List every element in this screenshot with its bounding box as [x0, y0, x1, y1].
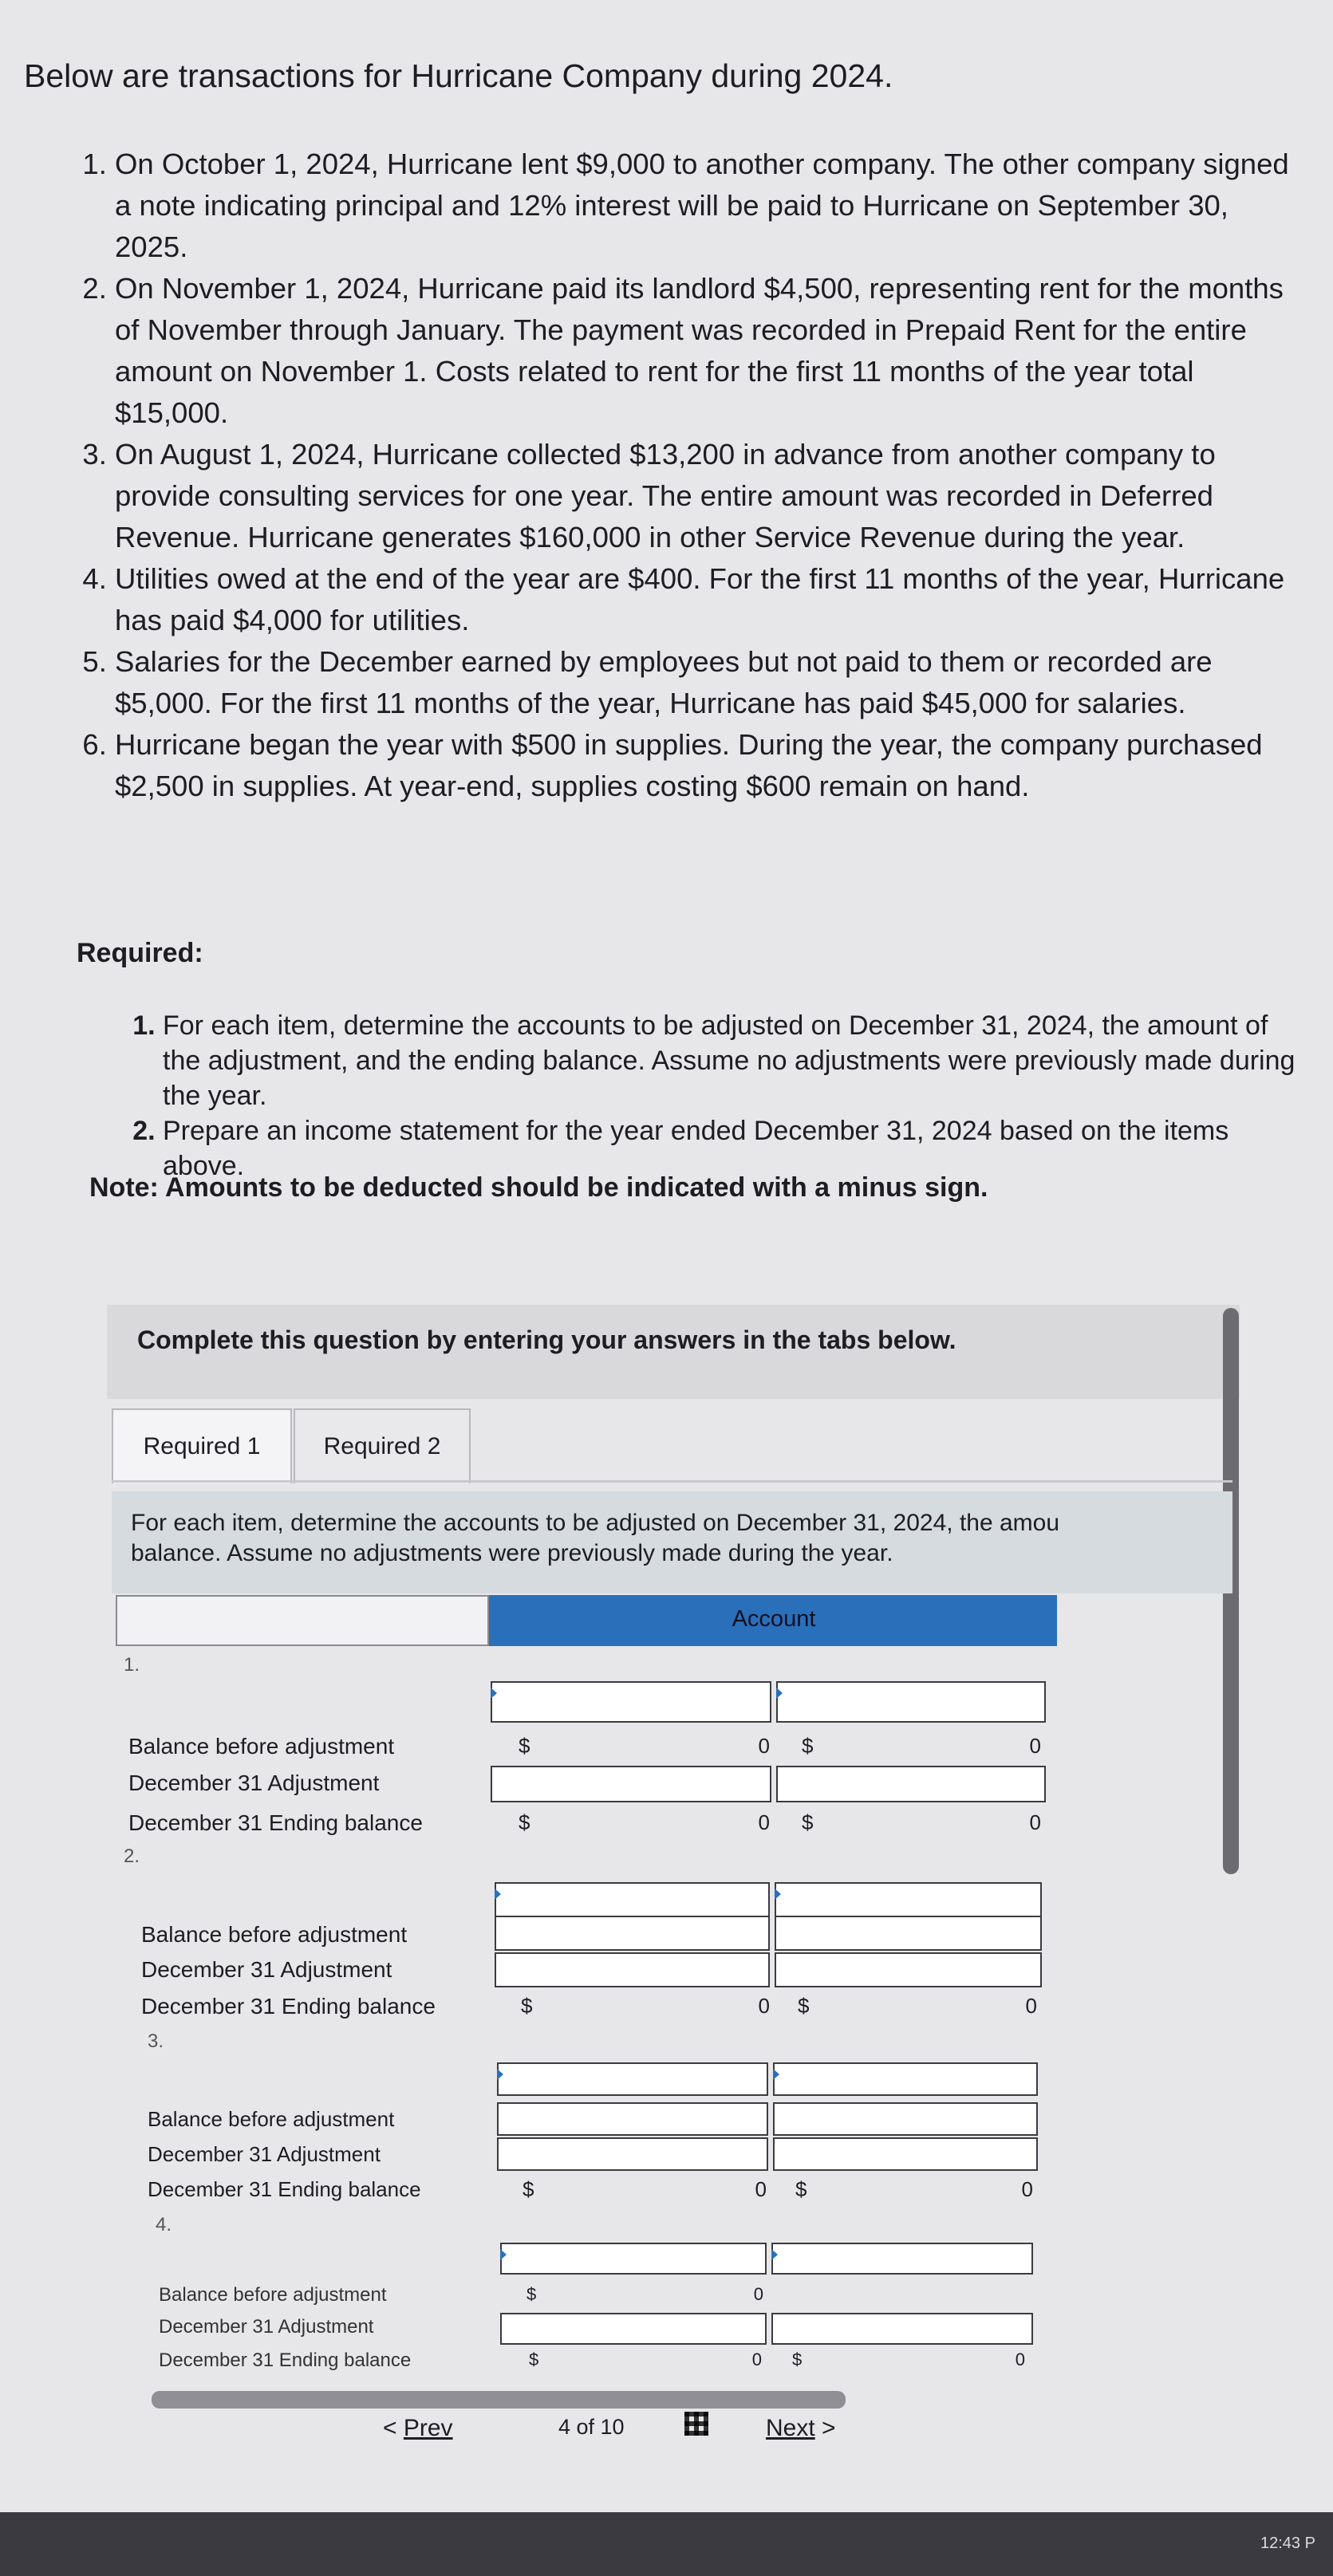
chevron-right-icon: > — [822, 2415, 836, 2441]
tab-required-2[interactable]: Required 2 — [294, 1408, 471, 1483]
item-number: 1. — [124, 1654, 140, 1676]
table-row — [116, 1724, 1057, 1764]
table-row — [116, 2279, 1057, 2313]
adjustment-label: December 31 Adjustment — [141, 1957, 392, 1982]
banner-text: Complete this question by entering your answers in the tabs below. — [137, 1325, 956, 1354]
item-number: 2. — [124, 1845, 140, 1867]
adjustment-input[interactable] — [491, 1766, 771, 1802]
currency-sign: $ — [802, 1810, 814, 1834]
currency-sign: $ — [792, 2350, 803, 2369]
account-select[interactable] — [773, 2062, 1038, 2096]
table-row — [116, 2346, 1057, 2380]
tab-divider — [112, 1480, 1232, 1483]
balance-before-label: Balance before adjustment — [128, 1734, 395, 1759]
currency-sign: $ — [795, 2177, 807, 2201]
balance-before-label: Balance before adjustment — [148, 2107, 395, 2131]
taskbar — [0, 2512, 1333, 2576]
adjustment-input[interactable] — [773, 2137, 1038, 2171]
zero-value: 0 — [1025, 1994, 1037, 2018]
next-label: Next — [766, 2415, 815, 2441]
prev-label: Prev — [403, 2415, 453, 2441]
table-row — [116, 1763, 1057, 1802]
zero-value: 0 — [1029, 1734, 1041, 1758]
zero-value: 0 — [755, 2177, 767, 2201]
intro-text: Below are transactions for Hurricane Company during 2024. — [24, 57, 893, 94]
clock-text: 12:43 P — [1260, 2535, 1315, 2552]
transaction-item: 3. On August 1, 2024, Hurricane collected $13,200 in advance from another company to provide consulting services for one year. The entire amount was recorded in Deferred Revenue. Hurricane generates $160,000 in other Service Revenue during the year. — [115, 434, 1303, 558]
page-counter: 4 of 10 — [558, 2415, 625, 2439]
balance-input[interactable] — [495, 1916, 770, 1951]
balance-input[interactable] — [773, 2102, 1038, 2136]
table-row — [116, 2172, 1057, 2208]
account-header: Account — [491, 1606, 1057, 1633]
adjustment-input[interactable] — [497, 2137, 768, 2171]
required-item: 1. For each item, determine the accounts to be adjusted on December 31, 2024, the amount of the adjustment, and the ending balance. Assume no adjustments were previously made during the year. — [163, 1008, 1296, 1113]
currency-sign: $ — [529, 2350, 539, 2369]
tab-instructions — [112, 1491, 1232, 1593]
account-select[interactable] — [776, 1681, 1046, 1723]
table-row — [116, 2137, 1057, 2172]
account-select[interactable] — [771, 2243, 1033, 2275]
ending-balance-label: December 31 Ending balance — [128, 1810, 423, 1835]
transaction-item: 4. Utilities owed at the end of the year are $400. For the first 11 months of the year, Hurricane has paid $4,000 for utilities. — [115, 558, 1303, 641]
currency-sign: $ — [802, 1734, 814, 1758]
transaction-list — [80, 144, 1303, 807]
required-heading: Required: — [77, 938, 203, 968]
horizontal-scrollbar[interactable] — [152, 2391, 846, 2409]
account-select[interactable] — [775, 1882, 1042, 1917]
zero-value: 0 — [751, 2350, 762, 2369]
item-group — [116, 2208, 1057, 2279]
transaction-item: 2. On November 1, 2024, Hurricane paid its landlord $4,500, representing rent for the months of November through January. The payment was recorded in Prepaid Rent for the entire amount on November 1. Costs related to rent for the first 11 months of the year total $15,000. — [115, 268, 1303, 434]
table-row — [116, 1987, 1057, 2024]
prev-button[interactable] — [383, 2415, 453, 2442]
balance-input[interactable] — [497, 2102, 768, 2136]
zero-value: 0 — [753, 2284, 763, 2304]
table-row — [116, 1801, 1057, 1841]
transaction-item: 6. Hurricane began the year with $500 in supplies. During the year, the company purchased $2,500 in supplies. At year-end, supplies costing $600 remain on hand. — [115, 724, 1303, 807]
chevron-left-icon: < — [383, 2415, 397, 2441]
account-select[interactable] — [500, 2243, 767, 2275]
currency-sign: $ — [526, 2284, 537, 2304]
required-list — [128, 1008, 1296, 1184]
adjustment-input[interactable] — [500, 2313, 767, 2345]
item-number: 3. — [148, 2030, 164, 2052]
currency-sign: $ — [521, 1994, 533, 2018]
table-row — [116, 1951, 1057, 1987]
adjustment-input[interactable] — [776, 1766, 1046, 1802]
header-blank-cell — [116, 1595, 489, 1646]
adjustment-label: December 31 Adjustment — [148, 2142, 381, 2166]
tab-required-1[interactable]: Required 1 — [112, 1408, 292, 1483]
ending-balance-label: December 31 Ending balance — [148, 2177, 421, 2201]
instructions-line-1: For each item, determine the accounts to be adjusted on December 31, 2024, the amou — [131, 1510, 1060, 1536]
required-item: 2. Prepare an income statement for the year ended December 31, 2024 based on the items above. — [163, 1113, 1296, 1184]
zero-value: 0 — [758, 1994, 770, 2018]
balance-input[interactable] — [775, 1916, 1042, 1951]
account-select[interactable] — [495, 1882, 770, 1917]
zero-value: 0 — [1029, 1810, 1041, 1834]
grid-icon[interactable] — [684, 2412, 708, 2436]
balance-before-label: Balance before adjustment — [159, 2284, 387, 2306]
clock — [1260, 2535, 1315, 2553]
currency-sign: $ — [798, 1994, 810, 2018]
zero-value: 0 — [1021, 2177, 1033, 2201]
adjustment-label: December 31 Adjustment — [159, 2316, 374, 2338]
zero-value: 0 — [1015, 2350, 1025, 2369]
transaction-item: 5. Salaries for the December earned by employees but not paid to them or recorded are $5,000. For the first 11 months of the year, Hurricane has paid $45,000 for salaries. — [115, 641, 1303, 724]
table-row — [116, 2102, 1057, 2137]
table-row — [116, 2313, 1057, 2346]
next-button[interactable] — [766, 2415, 836, 2442]
adjustment-label: December 31 Adjustment — [128, 1771, 380, 1795]
adjustment-input[interactable] — [495, 1952, 770, 1987]
balance-before-label: Balance before adjustment — [141, 1922, 408, 1947]
item-group — [116, 2024, 1057, 2104]
currency-sign: $ — [523, 2177, 534, 2201]
zero-value: 0 — [758, 1810, 770, 1834]
instructions-line-2: balance. Assume no adjustments were previously made during the year. — [131, 1540, 893, 1566]
adjustment-input[interactable] — [771, 2313, 1033, 2345]
adjustment-input[interactable] — [775, 1952, 1042, 1987]
table-header — [116, 1595, 1057, 1646]
currency-sign: $ — [519, 1810, 530, 1834]
note-text: Note: Amounts to be deducted should be indicated with a minus sign. — [89, 1172, 988, 1203]
account-select[interactable] — [491, 1681, 771, 1723]
table-row — [116, 1914, 1057, 1951]
item-number: 4. — [156, 2214, 172, 2235]
account-select[interactable] — [497, 2062, 768, 2096]
ending-balance-label: December 31 Ending balance — [141, 1994, 436, 2019]
instruction-banner — [107, 1305, 1240, 1399]
currency-sign: $ — [519, 1734, 530, 1758]
ending-balance-label: December 31 Ending balance — [159, 2350, 412, 2371]
zero-value: 0 — [758, 1734, 770, 1758]
transaction-item: 1. On October 1, 2024, Hurricane lent $9,000 to another company. The other company signed a note indicating principal and 12% interest will be paid to Hurricane on September 30, 2025. — [115, 144, 1303, 268]
